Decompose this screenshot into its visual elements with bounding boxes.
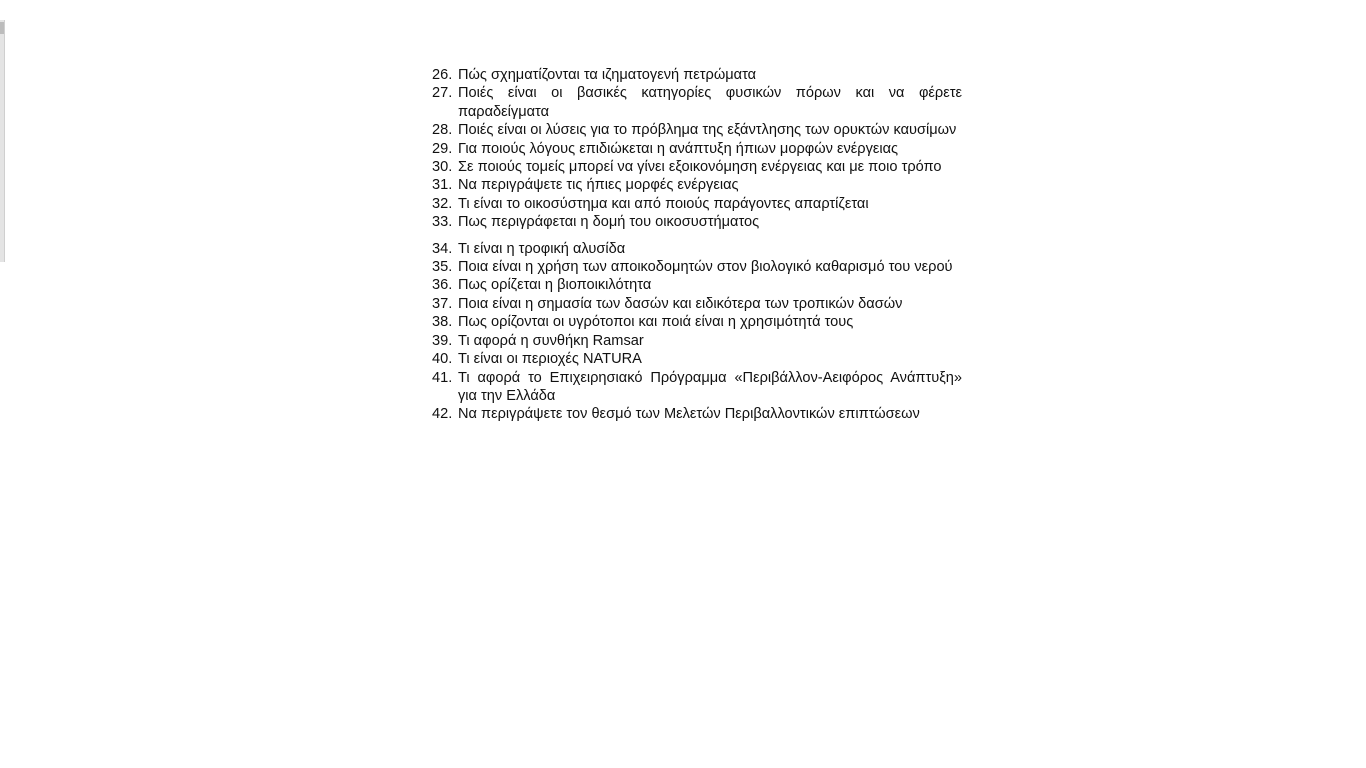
question-number: 38.: [432, 314, 453, 331]
question-text: Ποια είναι η σημασία των δασών και ειδικότερα των τροπικών δασών: [458, 295, 903, 312]
question-number: 32.: [432, 195, 453, 212]
question-text: Τι αφορά το Επιχειρησιακό Πρόγραμμα «Περιβάλλον-Αειφόρος Ανάπτυξη» για την Ελλάδα: [458, 369, 962, 404]
question-list: [432, 66, 962, 424]
question-item-37: [432, 295, 962, 313]
question-text: Τι αφορά η συνθήκη Ramsar: [458, 332, 644, 349]
question-number: 30.: [432, 159, 453, 176]
question-text: Να περιγράψετε τις ήπιες μορφές ενέργειας: [458, 177, 739, 194]
question-number: 37.: [432, 295, 453, 312]
question-text: Ποιές είναι οι λύσεις για το πρόβλημα της εξάντλησης των ορυκτών καυσίμων: [458, 122, 957, 139]
question-text: Πως ορίζεται η βιοποικιλότητα: [458, 277, 652, 294]
question-number: 42.: [432, 406, 453, 423]
question-item-30: [432, 158, 962, 176]
question-number: 27.: [432, 85, 453, 102]
question-number: 41.: [432, 369, 453, 386]
question-item-35: [432, 258, 962, 276]
question-text: Πως περιγράφεται η δομή του οικοσυστήματος: [458, 214, 760, 231]
question-item-38: [432, 313, 962, 331]
question-item-28: [432, 121, 962, 139]
question-text: Τι είναι οι περιοχές NATURA: [458, 351, 642, 368]
question-text: Ποιές είναι οι βασικές κατηγορίες φυσικών πόρων και να φέρετε παραδείγματα: [458, 85, 962, 120]
question-item-33: [432, 213, 962, 231]
question-item-40: [432, 350, 962, 368]
question-text: Τι είναι η τροφική αλυσίδα: [458, 240, 626, 257]
question-number: 31.: [432, 177, 453, 194]
question-number: 35.: [432, 259, 453, 276]
question-number: 40.: [432, 351, 453, 368]
question-text: Για ποιούς λόγους επιδιώκεται η ανάπτυξη ήπιων μορφών ενέργειας: [458, 140, 899, 157]
question-item-27: [432, 84, 962, 121]
question-item-31: [432, 176, 962, 194]
question-text: Σε ποιούς τομείς μπορεί να γίνει εξοικονόμηση ενέργειας και με ποιο τρόπο: [458, 159, 942, 176]
question-item-34: [432, 240, 962, 258]
window-left-edge: [0, 20, 5, 262]
question-number: 36.: [432, 277, 453, 294]
question-number: 28.: [432, 122, 453, 139]
question-item-26: [432, 66, 962, 84]
question-item-42: [432, 405, 962, 423]
question-text: Ποια είναι η χρήση των αποικοδομητών στον βιολογικό καθαρισμό του νερού: [458, 259, 953, 276]
question-item-36: [432, 276, 962, 294]
question-text: Πως ορίζονται οι υγρότοποι και ποιά είναι η χρησιμότητά τους: [458, 314, 854, 331]
question-text: Πώς σχηματίζονται τα ιζηματογενή πετρώματα: [458, 67, 757, 83]
question-item-32: [432, 195, 962, 213]
question-number: 26.: [432, 67, 453, 83]
question-number: 39.: [432, 332, 453, 349]
document-page: [432, 66, 962, 424]
question-item-29: [432, 140, 962, 158]
question-number: 34.: [432, 240, 453, 257]
question-number: 29.: [432, 140, 453, 157]
question-text: Να περιγράψετε τον θεσμό των Μελετών Περιβαλλοντικών επιπτώσεων: [458, 406, 920, 423]
question-number: 33.: [432, 214, 453, 231]
question-item-41: [432, 369, 962, 406]
question-item-39: [432, 332, 962, 350]
question-text: Τι είναι το οικοσύστημα και από ποιούς παράγοντες απαρτίζεται: [458, 195, 869, 212]
left-edge-marker: [0, 22, 4, 34]
